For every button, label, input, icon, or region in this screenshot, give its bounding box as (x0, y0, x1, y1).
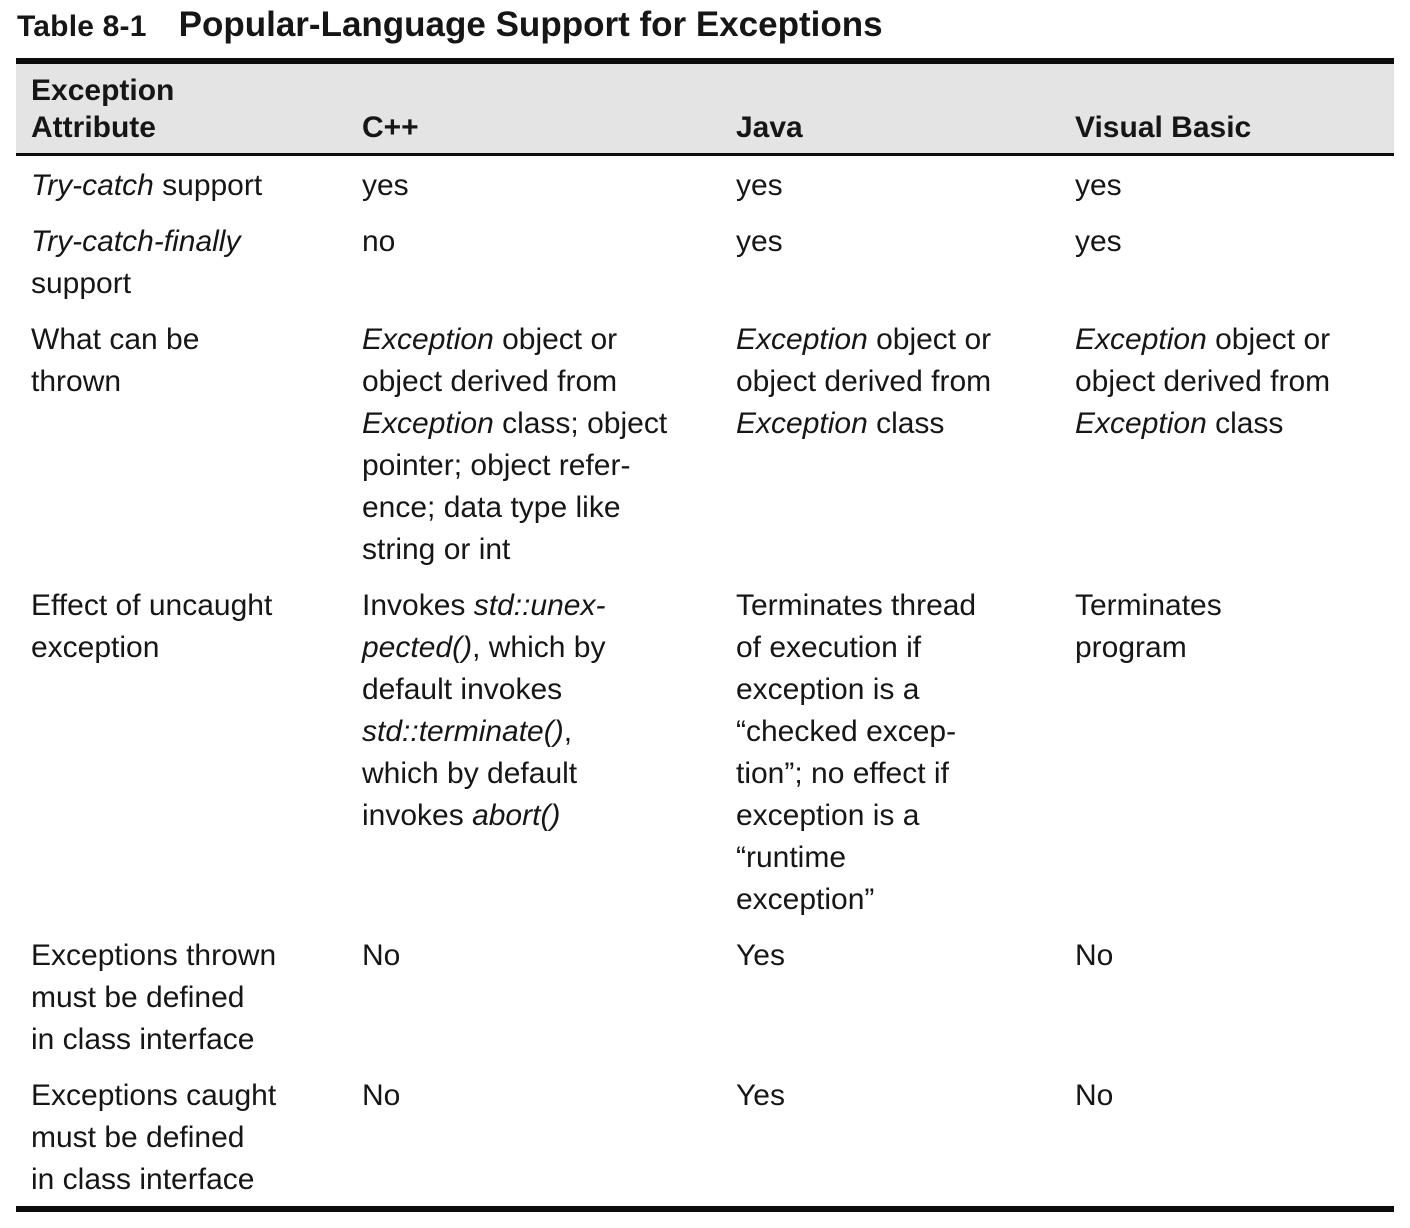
cell-line: yes (1075, 169, 1122, 202)
cell-line: exception” (736, 883, 875, 916)
header-cpp: C++ (362, 61, 736, 155)
cell-attribute (16, 576, 362, 926)
cell-line: must be defined (31, 1121, 245, 1154)
cell-line: yes (362, 169, 409, 202)
table-title (17, 5, 1410, 45)
cell-cpp (362, 926, 736, 1066)
cell-line: No (362, 939, 401, 972)
cell-line: must be defined (31, 981, 245, 1014)
cell-line: which by default (362, 757, 578, 790)
header-exception-attribute-line1: Exception (31, 74, 175, 107)
cell-line: object derived from (1075, 365, 1331, 398)
cell-attribute (16, 926, 362, 1066)
cell-line: “runtime (736, 841, 847, 874)
cell-line: Yes (736, 939, 785, 972)
table-row (16, 212, 1394, 310)
cell-line: Try-catch-finally (31, 225, 241, 258)
cell-line: exception is a (736, 673, 920, 706)
cell-attribute (16, 212, 362, 310)
cell-line: yes (736, 169, 783, 202)
cell-line: Exception class (736, 407, 945, 440)
cell-vb (1075, 576, 1394, 926)
table-row (16, 310, 1394, 576)
cell-java (736, 155, 1075, 213)
cell-line: Invokes std::unex- (362, 589, 606, 622)
cell-line: Exception object or (362, 323, 618, 356)
cell-cpp (362, 576, 736, 926)
cell-line: Exception object or (736, 323, 992, 356)
cell-line: no (362, 225, 396, 258)
cell-line: thrown (31, 365, 122, 398)
cell-line: Try-catch support (31, 169, 263, 202)
table-body (16, 155, 1394, 1210)
cell-line: No (1075, 1079, 1114, 1112)
cell-line: Terminates (1075, 589, 1222, 622)
cell-java (736, 212, 1075, 310)
cell-line: Yes (736, 1079, 785, 1112)
cell-line: “checked excep- (736, 715, 957, 748)
cell-line: std::terminate(), (362, 715, 573, 748)
header-exception-attribute-line2: Attribute (31, 111, 156, 144)
cell-attribute (16, 310, 362, 576)
cell-vb (1075, 310, 1394, 576)
cell-line: yes (736, 225, 783, 258)
cell-line: invokes abort() (362, 799, 561, 832)
cell-java (736, 926, 1075, 1066)
cell-vb (1075, 155, 1394, 213)
cell-cpp (362, 1066, 736, 1209)
cell-line: object derived from (362, 365, 618, 398)
cell-line: Exception class; object (362, 407, 668, 440)
cell-vb (1075, 926, 1394, 1066)
cell-line: pointer; object refer- (362, 449, 631, 482)
table-row (16, 576, 1394, 926)
table-row (16, 155, 1394, 213)
cell-line: Exception object or (1075, 323, 1331, 356)
cell-line: support (31, 267, 132, 300)
cell-java (736, 576, 1075, 926)
table-row (16, 1066, 1394, 1209)
cell-attribute (16, 155, 362, 213)
cell-line: What can be (31, 323, 200, 356)
table-row (16, 926, 1394, 1066)
table-header (16, 61, 1394, 155)
cell-cpp (362, 310, 736, 576)
table-caption: Popular-Language Support for Exceptions (178, 5, 883, 44)
cell-attribute (16, 1066, 362, 1209)
cell-line: Terminates thread (736, 589, 977, 622)
cell-vb (1075, 1066, 1394, 1209)
exceptions-table (16, 58, 1394, 1212)
header-visual-basic: Visual Basic (1075, 61, 1394, 155)
cell-line: No (1075, 939, 1114, 972)
cell-line: Exceptions thrown (31, 939, 277, 972)
cell-java (736, 310, 1075, 576)
cell-java (736, 1066, 1075, 1209)
header-exception-attribute (16, 61, 362, 155)
cell-cpp (362, 155, 736, 213)
cell-line: tion”; no effect if (736, 757, 949, 790)
table-number: Table 8-1 (17, 10, 147, 43)
cell-line: exception is a (736, 799, 920, 832)
cell-cpp (362, 212, 736, 310)
cell-line: program (1075, 631, 1187, 664)
cell-line: ence; data type like (362, 491, 621, 524)
cell-line: pected(), which by (362, 631, 606, 664)
cell-line: Effect of uncaught (31, 589, 273, 622)
cell-line: string or int (362, 533, 511, 566)
cell-vb (1075, 212, 1394, 310)
cell-line: Exception class (1075, 407, 1284, 440)
cell-line: default invokes (362, 673, 563, 706)
cell-line: No (362, 1079, 401, 1112)
cell-line: of execution if (736, 631, 922, 664)
cell-line: exception (31, 631, 160, 664)
header-row (16, 61, 1394, 155)
cell-line: Exceptions caught (31, 1079, 277, 1112)
cell-line: in class interface (31, 1023, 255, 1056)
cell-line: in class interface (31, 1163, 255, 1196)
cell-line: yes (1075, 225, 1122, 258)
cell-line: object derived from (736, 365, 992, 398)
header-java: Java (736, 61, 1075, 155)
